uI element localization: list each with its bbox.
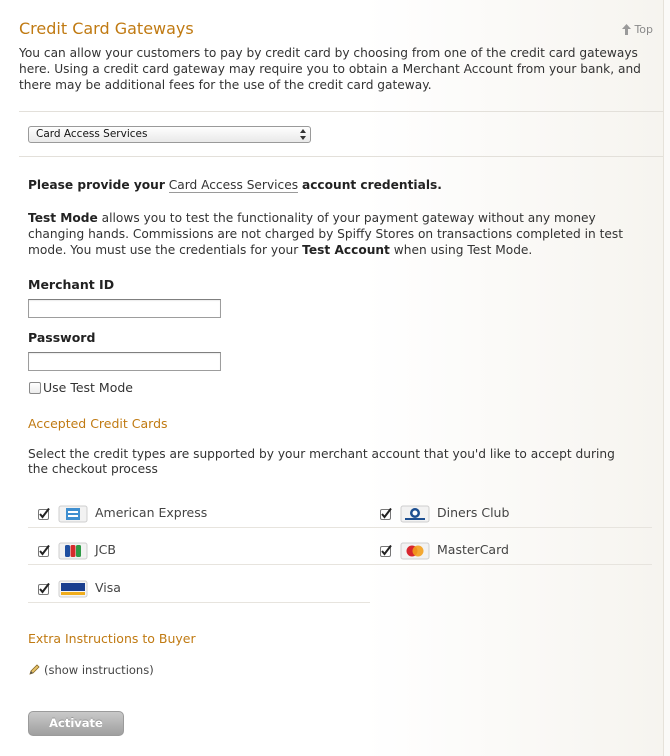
test-mode-text: allows you to test the functionality of your payment gateway without any money changing hands. Commissions are not charged by Spiffy Stores on transactions completed in test mode. You must use the credentials for your — [28, 211, 624, 257]
merchant-id-label: Merchant ID — [28, 277, 115, 292]
card-option-amex[interactable] — [28, 500, 370, 528]
divider — [370, 564, 652, 565]
diners-club-logo-icon — [400, 504, 430, 524]
card-name: American Express — [95, 505, 208, 520]
jcb-logo-icon — [58, 541, 88, 561]
divider — [370, 527, 652, 528]
password-input[interactable] — [28, 352, 221, 371]
use-test-mode-checkbox[interactable] — [29, 382, 41, 394]
show-instructions-link[interactable] — [28, 663, 154, 677]
test-account-term: Test Account — [302, 243, 390, 257]
visa-logo-icon — [58, 579, 88, 599]
amex-logo-icon — [58, 504, 88, 524]
merchant-id-input[interactable] — [28, 299, 221, 318]
pencil-icon — [28, 664, 40, 676]
top-link[interactable] — [622, 23, 653, 36]
up-arrow-icon — [622, 24, 631, 35]
checked-checkbox-icon[interactable] — [380, 545, 392, 557]
accepted-cards-heading: Accepted Credit Cards — [28, 416, 168, 431]
checked-checkbox-icon[interactable] — [380, 508, 392, 520]
divider — [19, 111, 663, 112]
divider — [19, 156, 663, 157]
credentials-suffix: account credentials. — [301, 178, 442, 192]
test-mode-text-end: when using Test Mode. — [393, 243, 533, 257]
credentials-prompt — [28, 177, 442, 193]
divider — [28, 602, 370, 603]
use-test-mode-label: Use Test Mode — [43, 380, 133, 395]
card-option-mastercard[interactable] — [370, 537, 652, 565]
card-option-jcb[interactable] — [28, 537, 370, 565]
test-mode-term: Test Mode — [28, 211, 98, 225]
show-instructions-label: (show instructions) — [44, 663, 154, 677]
accepted-cards-intro: Select the credit types are supported by your merchant account that you'd like to accept during the checkout process — [28, 447, 615, 476]
mastercard-logo-icon — [400, 541, 430, 561]
password-label: Password — [28, 330, 96, 345]
card-option-diners-club[interactable] — [370, 500, 652, 528]
card-name: Visa — [95, 580, 121, 595]
checked-checkbox-icon[interactable] — [38, 508, 50, 520]
select-arrows-icon — [300, 129, 306, 140]
card-name: MasterCard — [437, 542, 509, 557]
divider — [28, 564, 370, 565]
page-title: Credit Card Gateways — [19, 19, 194, 38]
gateway-select[interactable] — [28, 126, 311, 143]
test-mode-description — [28, 210, 638, 258]
extra-instructions-heading: Extra Instructions to Buyer — [28, 631, 196, 646]
card-option-visa[interactable] — [28, 575, 370, 603]
divider — [28, 527, 370, 528]
card-name: Diners Club — [437, 505, 510, 520]
gateway-name-link[interactable]: Card Access Services — [168, 178, 299, 192]
gateway-select-value: Card Access Services — [36, 128, 148, 140]
top-link-label: Top — [634, 23, 653, 36]
card-name: JCB — [95, 542, 116, 557]
activate-button[interactable]: Activate — [28, 711, 124, 736]
credentials-prefix: Please provide your — [28, 178, 165, 192]
intro-text: You can allow your customers to pay by credit card by choosing from one of the credit card gateways here. Using a credit card gateway may require you to obtain a Merchant Account from your bank, and there may be additional fees for the use of the credit card gateway. — [19, 46, 641, 92]
checked-checkbox-icon[interactable] — [38, 583, 50, 595]
checked-checkbox-icon[interactable] — [38, 545, 50, 557]
